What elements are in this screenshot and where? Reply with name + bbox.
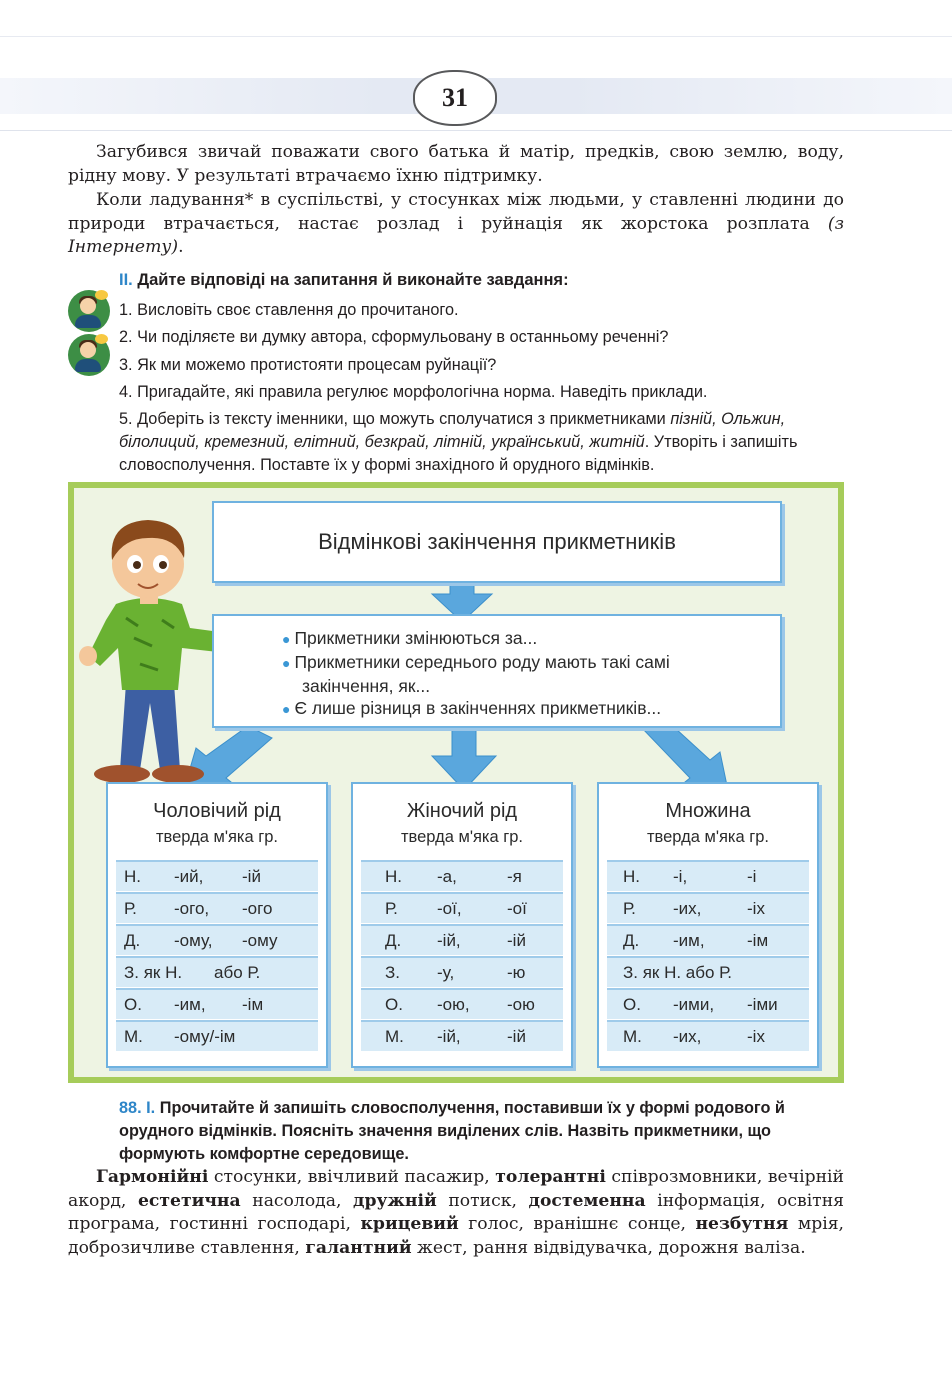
table-row: Р. -ої, -ої — [361, 892, 563, 923]
highlighted-word: крицевий — [360, 1214, 459, 1234]
exercise-heading — [119, 1097, 849, 1166]
page-number: 31 — [413, 70, 497, 126]
table-row: О. -ою, -ою — [361, 988, 563, 1019]
question-5-start: 5. Доберіть із тексту іменники, що можуть сполучатися з прикметниками — [119, 410, 671, 428]
table-row: З. -у, -ю — [361, 956, 563, 987]
exercise-text-segment: співрозмовники, вечірній акорд, — [68, 1167, 844, 1211]
exercise-text — [68, 1166, 844, 1260]
table-row: Н. -і, -і — [607, 860, 809, 891]
scheme-info-box — [212, 614, 782, 728]
question-5-words: пізній, Ольжин, білолиций, кремезний, елітний, безкрай, літній, український, житній — [119, 410, 786, 451]
scheme-title: Відмінкові закінчення прикметників — [212, 501, 782, 583]
table-row: Н. -ий, -ій — [116, 860, 318, 891]
intro-p2-text: Коли ладування* в суспільстві, у стосунках між людьми, у ставленні людини до природи втрачається, настає розлад і руйнація як жорстока розплата — [68, 190, 844, 234]
question-5-end: . Утворіть і запишіть словосполучення. Поставте їх у формі знахідного й орудного відмінків. — [119, 433, 798, 474]
exercise-text-segment: голос, вранішнє сонце, — [458, 1214, 696, 1234]
info-bullet-1-text: Прикметники змінюються за... — [294, 628, 538, 648]
column-subtitle: тверда м'яка гр. — [646, 828, 770, 846]
column-title: Множина — [665, 800, 751, 822]
column-masculine — [106, 782, 328, 1068]
table-row: З. як Н. або Р. — [607, 956, 809, 987]
column-feminine — [351, 782, 573, 1068]
table-row: Н. -а, -я — [361, 860, 563, 891]
info-bullet-2-cont: закінчення, як... — [302, 676, 431, 696]
column-plural — [597, 782, 819, 1068]
exercise-heading-text: Прочитайте й запишіть словосполучення, поставивши їх у формі родового й орудного відмінків. Поясніть значення виділених слів. Назвіть прикметники, що формують комфортне середовище. — [119, 1099, 785, 1163]
task-number: ІІ. — [119, 271, 133, 289]
table-row: Д. -ому, -ому — [116, 924, 318, 955]
info-bullet-2: ● Прикметники середнього роду мають такі самі — [282, 652, 670, 672]
info-bullet-3-text: Є лише різниця в закінченнях прикметників... — [294, 698, 662, 718]
highlighted-word: достеменна — [528, 1190, 646, 1211]
column-subtitle: тверда м'яка гр. — [400, 828, 524, 846]
table-row: Р. -ого, -ого — [116, 892, 318, 923]
table-row: М. -ому/-ім — [116, 1020, 318, 1051]
exercise-text-segment: інформація, освітня програма, гостинні господарі, — [68, 1190, 844, 1234]
exercise-text-segment: стосунки, ввічливий пасажир, — [208, 1167, 496, 1187]
exercise-text-segment: мрія, доброзичливе ставлення, — [68, 1214, 844, 1258]
highlighted-word: толерантні — [495, 1167, 606, 1187]
highlighted-word: галантний — [305, 1237, 412, 1258]
table-row: З. як Н. або Р. — [116, 956, 318, 987]
question-2: 2. Чи поділяєте ви думку автора, сформульовану в останньому реченні? — [119, 328, 669, 346]
exercise-body — [68, 1167, 844, 1258]
intro-p2-end: . — [178, 237, 184, 257]
question-3: 3. Як ми можемо протистояти процесам руйнації? — [119, 356, 497, 374]
table-row: М. -их, -іх — [607, 1020, 809, 1051]
question-4: 4. Пригадайте, які правила регулює морфологічна норма. Наведіть приклади. — [119, 383, 708, 401]
table-row: О. -им, -ім — [116, 988, 318, 1019]
intro-source: (з Інтернету) — [68, 213, 844, 257]
column-subtitle: тверда м'яка гр. — [155, 828, 279, 846]
highlighted-word: дружній — [353, 1190, 437, 1211]
intro-p1-text: Загубився звичай поважати свого батька й матір, предків, свою землю, воду, рідну мову. У результаті втрачаємо їхню підтримку. — [68, 142, 844, 186]
table-row: Р. -их, -іх — [607, 892, 809, 923]
exercise-text-segment: потиск, — [436, 1190, 529, 1211]
info-bullet-3: ● Є лише різниця в закінченнях прикметників... — [282, 698, 662, 718]
highlighted-word: естетична — [137, 1190, 241, 1211]
column-title: Жіночий рід — [406, 800, 518, 822]
arrow-down-middle — [432, 728, 496, 790]
table-row: О. -ими, -іми — [607, 988, 809, 1019]
highlighted-word: Гармонійні — [96, 1167, 209, 1187]
info-bullet-2-text: Прикметники середнього роду мають такі самі — [294, 652, 670, 672]
highlighted-word: незбутня — [695, 1214, 789, 1234]
exercise-text-segment: насолода, — [240, 1190, 354, 1211]
exercise-number: 88. І. — [119, 1099, 156, 1117]
question-1: 1. Висловіть своє ставлення до прочитаного. — [119, 301, 459, 319]
table-row: Д. -ій, -ій — [361, 924, 563, 955]
table-row: М. -ій, -ій — [361, 1020, 563, 1051]
table-row: Д. -им, -ім — [607, 924, 809, 955]
column-title: Чоловічий рід — [153, 800, 281, 822]
info-bullet-1: ● Прикметники змінюються за... — [282, 628, 538, 648]
exercise-text-segment: жест, рання відвідувачка, дорожня валіза. — [411, 1237, 806, 1258]
task-heading-text: Дайте відповіді на запитання й виконайте завдання: — [137, 271, 569, 289]
